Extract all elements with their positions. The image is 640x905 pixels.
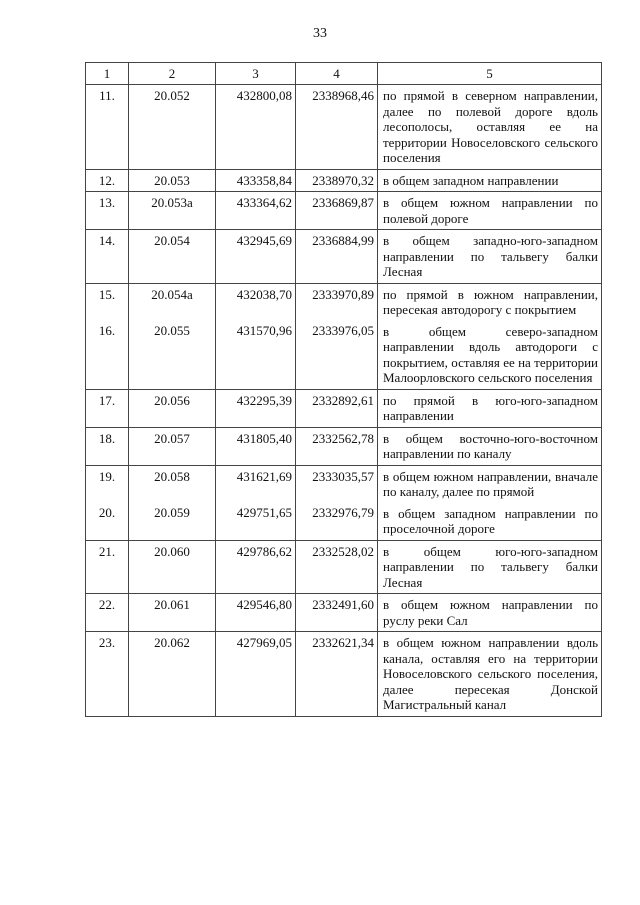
point-id: 20.055 [154, 323, 190, 338]
point-id: 20.062 [154, 635, 190, 650]
row-number: 22. [98, 597, 116, 612]
row-number: 13. [98, 195, 116, 210]
table-row [86, 427, 602, 465]
table-row [86, 540, 602, 594]
coordinate-y: 2332562,78 [312, 430, 374, 446]
coordinate-x-cell [216, 85, 296, 170]
point-id-cell [129, 230, 216, 284]
point-id: 20.052 [154, 88, 190, 103]
coordinate-x: 431621,69 [236, 468, 292, 484]
coordinate-y-cell [296, 465, 378, 540]
table-row [86, 192, 602, 230]
coordinate-y-cell [296, 594, 378, 632]
coordinate-x: 431805,40 [236, 430, 292, 446]
coordinate-y-cell [296, 427, 378, 465]
route-description: в общем северо-западном направлении вдоль автодороги с покрытием, оставляя ее на территории Малоорловского сельского поселения [383, 323, 598, 385]
page-number: 33 [313, 26, 327, 41]
coordinate-x-cell [216, 283, 296, 389]
coordinate-y-cell [296, 540, 378, 594]
coordinate-x-cell [216, 230, 296, 284]
table-row [86, 85, 602, 170]
route-description: в общем южном направлении по руслу реки Сал [383, 597, 598, 628]
route-description: в общем западно-юго-западном направлении по тальвегу балки Лесная [383, 233, 598, 279]
table-header-row [86, 63, 602, 85]
point-id: 20.059 [154, 505, 190, 520]
point-id: 20.054а [151, 286, 193, 302]
point-id-cell [129, 192, 216, 230]
boundary-coordinates-table [85, 62, 602, 717]
coordinate-x: 433358,84 [236, 172, 292, 188]
coordinate-y: 2332491,60 [312, 597, 374, 612]
coordinate-x: 429786,62 [236, 543, 292, 559]
coordinate-x: 432038,70 [236, 286, 292, 302]
route-description: по прямой в юго-юго-западном направлении [383, 392, 598, 423]
route-description-cell [378, 85, 602, 170]
table-row [86, 465, 602, 540]
point-id-cell [129, 465, 216, 540]
coordinate-y-cell [296, 85, 378, 170]
column-header: 2 [129, 63, 216, 85]
row-number-cell [86, 594, 129, 632]
row-number: 19. [98, 468, 116, 484]
coordinate-y: 2332528,02 [312, 543, 374, 559]
table-row [86, 389, 602, 427]
row-number-cell [86, 389, 129, 427]
table-row [86, 283, 602, 389]
coordinate-y: 2332892,61 [312, 392, 374, 408]
coordinate-x-cell [216, 594, 296, 632]
coordinate-x: 429751,65 [236, 505, 292, 520]
point-id-cell [129, 427, 216, 465]
point-id: 20.054 [154, 233, 190, 248]
coordinate-x: 432295,39 [236, 392, 292, 408]
column-header: 4 [296, 63, 378, 85]
point-id-cell [129, 632, 216, 717]
coordinate-y: 2336884,99 [312, 233, 374, 248]
row-number-cell [86, 632, 129, 717]
route-description-cell [378, 540, 602, 594]
coordinate-x-cell [216, 169, 296, 192]
route-description-cell [378, 389, 602, 427]
coordinate-y-cell [296, 192, 378, 230]
coordinate-y-cell [296, 389, 378, 427]
route-description-cell [378, 283, 602, 389]
coordinate-x-cell [216, 427, 296, 465]
coordinate-x-cell [216, 540, 296, 594]
table-row [86, 169, 602, 192]
route-description: в общем южном направлении вдоль канала, оставляя его на территории Новоселовского сельского поселения, далее пересекая Донской Магистральный канал [383, 635, 598, 712]
route-description: в общем западном направлении по проселочной дороге [383, 505, 598, 536]
route-description: в общем юго-юго-западном направлении по тальвегу балки Лесная [383, 543, 598, 590]
row-number: 12. [98, 172, 116, 188]
coordinate-x: 432945,69 [236, 233, 292, 248]
table-row [86, 594, 602, 632]
row-number-cell [86, 427, 129, 465]
row-number-cell [86, 192, 129, 230]
point-id: 20.058 [154, 468, 190, 484]
row-number: 14. [98, 233, 116, 248]
point-id: 20.053а [151, 195, 193, 210]
coordinate-y-cell [296, 230, 378, 284]
row-number: 17. [98, 392, 116, 408]
point-id-cell [129, 540, 216, 594]
row-number: 20. [98, 505, 116, 520]
row-number-cell [86, 283, 129, 389]
coordinate-x: 433364,62 [236, 195, 292, 210]
coordinate-y-cell [296, 169, 378, 192]
point-id: 20.060 [154, 543, 190, 559]
coordinate-y: 2332976,79 [312, 505, 374, 520]
row-number-cell [86, 169, 129, 192]
row-number: 11. [99, 88, 115, 103]
coordinate-x-cell [216, 192, 296, 230]
coordinate-x: 427969,05 [236, 635, 292, 650]
coordinate-x: 432800,08 [236, 88, 292, 103]
coordinate-y: 2338970,32 [312, 172, 374, 188]
table-body [86, 85, 602, 717]
route-description-cell [378, 465, 602, 540]
route-description: в общем южном направлении по полевой дороге [383, 195, 598, 226]
route-description-cell [378, 427, 602, 465]
point-id-cell [129, 169, 216, 192]
column-header: 3 [216, 63, 296, 85]
route-description: по прямой в южном направлении, пересекая автодорогу с покрытием [383, 286, 598, 317]
coordinate-x-cell [216, 632, 296, 717]
coordinate-y: 2333976,05 [312, 323, 374, 338]
row-number-cell [86, 465, 129, 540]
coordinate-x: 431570,96 [236, 323, 292, 338]
route-description: по прямой в северном направлении, далее по полевой дороге вдоль лесополосы, оставляя ее на территории Новоселовского сельского поселения [383, 88, 598, 165]
row-number-cell [86, 85, 129, 170]
route-description: в общем западном направлении [383, 172, 559, 188]
coordinate-y: 2338968,46 [312, 88, 374, 103]
table-row [86, 632, 602, 717]
route-description: в общем южном направлении, вначале по каналу, далее по прямой [383, 468, 598, 499]
point-id: 20.057 [154, 430, 190, 446]
point-id-cell [129, 389, 216, 427]
route-description-cell [378, 594, 602, 632]
coordinate-y: 2333035,57 [312, 468, 374, 484]
route-description-cell [378, 169, 602, 192]
point-id-cell [129, 283, 216, 389]
coordinate-x-cell [216, 465, 296, 540]
row-number: 18. [98, 430, 116, 446]
coordinate-y: 2333970,89 [312, 286, 374, 302]
row-number: 23. [98, 635, 116, 650]
row-number-cell [86, 540, 129, 594]
row-number: 16. [98, 323, 116, 338]
route-description-cell [378, 230, 602, 284]
coordinate-y-cell [296, 632, 378, 717]
row-number-cell [86, 230, 129, 284]
route-description: в общем восточно-юго-восточном направлении по каналу [383, 430, 598, 461]
point-id: 20.053 [154, 172, 190, 188]
coordinate-y: 2336869,87 [312, 195, 374, 210]
table-row [86, 230, 602, 284]
row-number: 15. [98, 286, 116, 302]
coordinate-x: 429546,80 [236, 597, 292, 612]
row-number: 21. [98, 543, 116, 559]
route-description-cell [378, 192, 602, 230]
coordinate-y-cell [296, 283, 378, 389]
coordinate-y: 2332621,34 [312, 635, 374, 650]
column-header: 5 [378, 63, 602, 85]
point-id-cell [129, 85, 216, 170]
route-description-cell [378, 632, 602, 717]
column-header: 1 [86, 63, 129, 85]
point-id: 20.061 [154, 597, 190, 612]
point-id-cell [129, 594, 216, 632]
coordinate-x-cell [216, 389, 296, 427]
point-id: 20.056 [154, 392, 190, 408]
